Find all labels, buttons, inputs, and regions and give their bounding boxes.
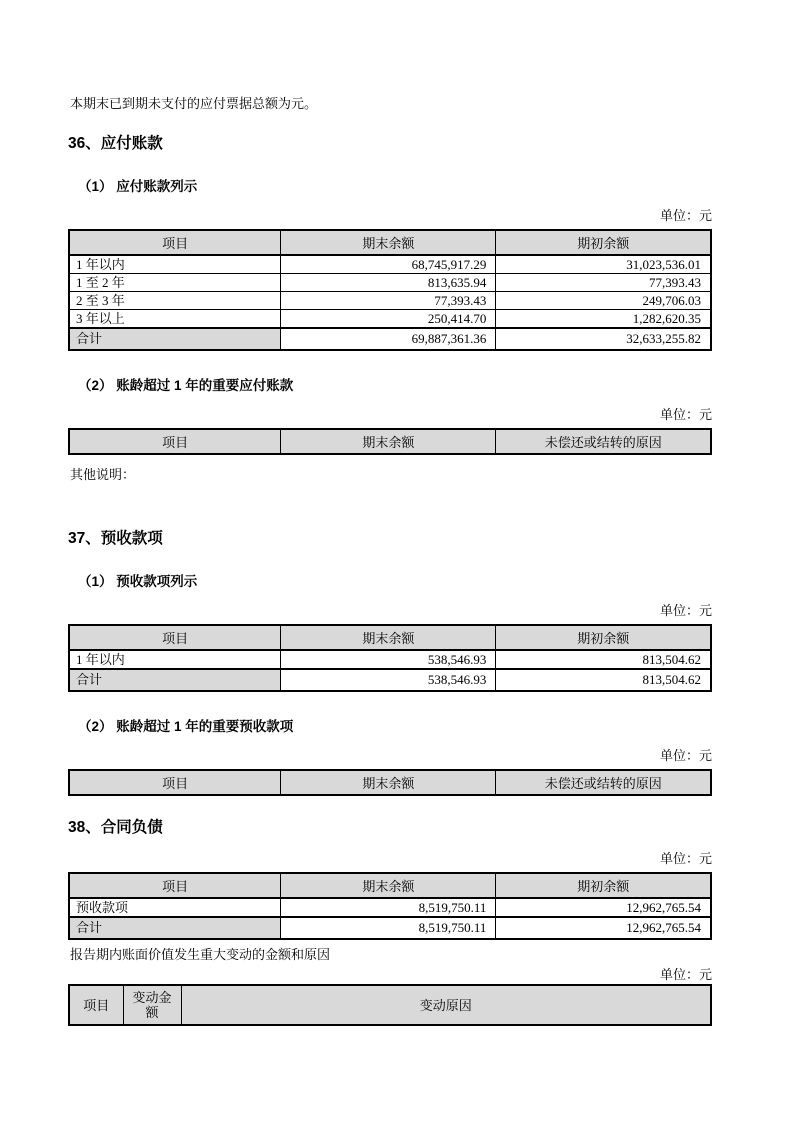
table-row bbox=[69, 650, 711, 669]
row-beginning-balance: 77,393.43 bbox=[496, 274, 711, 292]
important-payables-over-1yr-table bbox=[68, 428, 712, 455]
table-row bbox=[69, 898, 711, 917]
table-total-row bbox=[69, 917, 711, 939]
row-item-label: 预收款项 bbox=[69, 898, 281, 917]
table-header-row bbox=[69, 985, 711, 1025]
total-label: 合计 bbox=[69, 328, 281, 350]
row-ending-balance: 68,745,917.29 bbox=[281, 255, 496, 274]
total-beginning-balance: 32,633,255.82 bbox=[496, 328, 711, 350]
total-label: 合计 bbox=[69, 917, 281, 939]
row-beginning-balance: 813,504.62 bbox=[496, 650, 711, 669]
col-header-change-reason: 变动原因 bbox=[181, 985, 711, 1025]
table-total-row bbox=[69, 669, 711, 691]
row-ending-balance: 538,546.93 bbox=[281, 650, 496, 669]
unit-label: 单位：元 bbox=[659, 967, 712, 982]
row-beginning-balance: 12,962,765.54 bbox=[496, 898, 711, 917]
advances-received-table bbox=[68, 624, 712, 692]
total-beginning-balance: 813,504.62 bbox=[496, 669, 711, 691]
unit-label: 单位：元 bbox=[659, 851, 712, 866]
table-header-row bbox=[69, 429, 711, 454]
row-beginning-balance: 249,706.03 bbox=[496, 292, 711, 310]
unit-label: 单位：元 bbox=[659, 208, 712, 223]
col-header-ending-balance: 期末余额 bbox=[281, 873, 496, 898]
notes-payable-remark: 本期末已到期未支付的应付票据总额为元。 bbox=[70, 96, 318, 111]
col-header-ending-balance: 期末余额 bbox=[281, 230, 496, 255]
major-change-note: 报告期内账面价值发生重大变动的金额和原因 bbox=[70, 947, 331, 962]
carrying-value-change-table bbox=[68, 984, 712, 1026]
col-header-item: 项目 bbox=[69, 873, 281, 898]
section-36-sub2-heading: （2） 账龄超过 1 年的重要应付账款 bbox=[78, 378, 294, 393]
section-36-heading: 36、应付账款 bbox=[68, 135, 163, 152]
unit-label: 单位：元 bbox=[659, 407, 712, 422]
table-total-row bbox=[69, 328, 711, 350]
col-header-item: 项目 bbox=[69, 230, 281, 255]
accounts-payable-aging-table bbox=[68, 229, 712, 351]
table-row bbox=[69, 274, 711, 292]
total-ending-balance: 538,546.93 bbox=[281, 669, 496, 691]
table-header-row bbox=[69, 873, 711, 898]
col-header-beginning-balance: 期初余额 bbox=[496, 230, 711, 255]
col-header-beginning-balance: 期初余额 bbox=[496, 625, 711, 650]
row-ending-balance: 813,635.94 bbox=[281, 274, 496, 292]
total-ending-balance: 69,887,361.36 bbox=[281, 328, 496, 350]
col-header-item: 项目 bbox=[69, 429, 281, 454]
row-beginning-balance: 1,282,620.35 bbox=[496, 310, 711, 329]
col-header-unsettled-reason: 未偿还或结转的原因 bbox=[496, 429, 711, 454]
col-header-item: 项目 bbox=[69, 625, 281, 650]
contract-liabilities-table bbox=[68, 872, 712, 940]
table-row bbox=[69, 292, 711, 310]
unit-label: 单位：元 bbox=[659, 748, 712, 763]
col-header-ending-balance: 期末余额 bbox=[281, 429, 496, 454]
section-38-heading: 38、合同负债 bbox=[68, 819, 163, 836]
col-header-ending-balance: 期末余额 bbox=[281, 770, 496, 795]
important-advances-over-1yr-table bbox=[68, 769, 712, 796]
section-37-heading: 37、预收款项 bbox=[68, 530, 163, 547]
row-item-label: 2 至 3 年 bbox=[69, 292, 281, 310]
row-ending-balance: 77,393.43 bbox=[281, 292, 496, 310]
col-header-item: 项目 bbox=[69, 985, 123, 1025]
table-header-row bbox=[69, 770, 711, 795]
row-ending-balance: 250,414.70 bbox=[281, 310, 496, 329]
row-beginning-balance: 31,023,536.01 bbox=[496, 255, 711, 274]
unit-label: 单位：元 bbox=[659, 603, 712, 618]
col-header-ending-balance: 期末余额 bbox=[281, 625, 496, 650]
row-item-label: 1 至 2 年 bbox=[69, 274, 281, 292]
col-header-item: 项目 bbox=[69, 770, 281, 795]
col-header-unsettled-reason: 未偿还或结转的原因 bbox=[496, 770, 711, 795]
other-notes-label: 其他说明： bbox=[70, 467, 136, 482]
total-ending-balance: 8,519,750.11 bbox=[281, 917, 496, 939]
col-header-change-amount: 变动金额 bbox=[123, 985, 181, 1025]
table-header-row bbox=[69, 625, 711, 650]
total-label: 合计 bbox=[69, 669, 281, 691]
row-item-label: 1 年以内 bbox=[69, 255, 281, 274]
section-37-sub2-heading: （2） 账龄超过 1 年的重要预收款项 bbox=[78, 719, 294, 734]
col-header-beginning-balance: 期初余额 bbox=[496, 873, 711, 898]
section-37-sub1-heading: （1） 预收款项列示 bbox=[78, 574, 198, 589]
total-beginning-balance: 12,962,765.54 bbox=[496, 917, 711, 939]
row-ending-balance: 8,519,750.11 bbox=[281, 898, 496, 917]
row-item-label: 3 年以上 bbox=[69, 310, 281, 329]
table-row bbox=[69, 255, 711, 274]
table-header-row bbox=[69, 230, 711, 255]
table-row bbox=[69, 310, 711, 329]
section-36-sub1-heading: （1） 应付账款列示 bbox=[78, 179, 198, 194]
row-item-label: 1 年以内 bbox=[69, 650, 281, 669]
